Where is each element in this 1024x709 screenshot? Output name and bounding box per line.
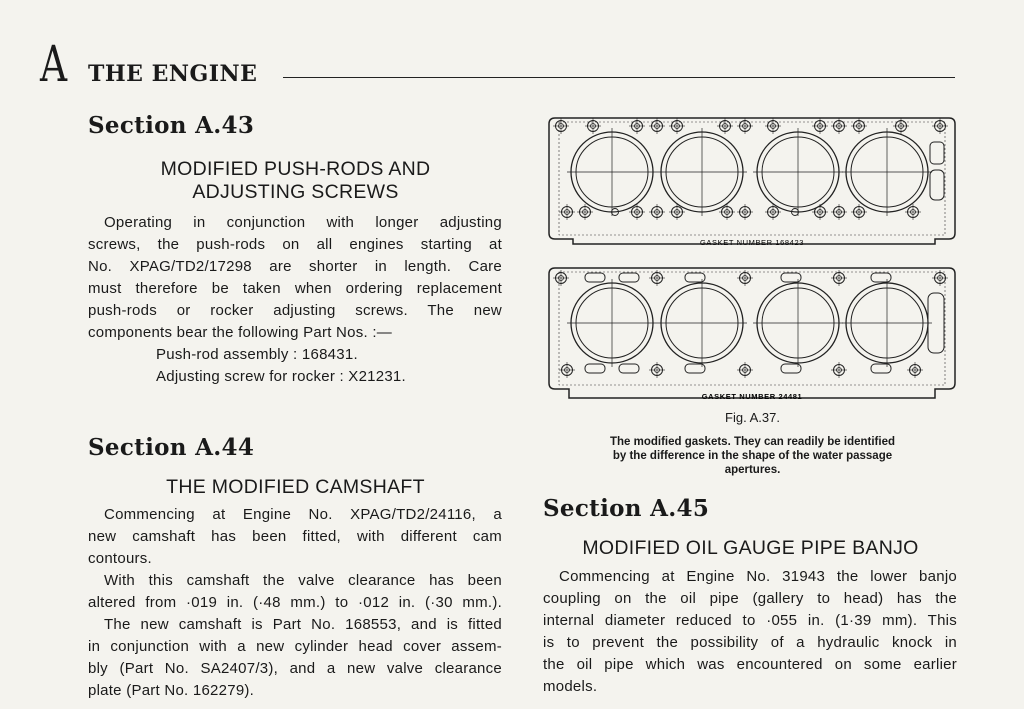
section-a45-subheading: MODIFIED OIL GAUGE PIPE BANJO xyxy=(582,537,919,559)
body-line: Commencing at Engine No. 31943 the lower banjo xyxy=(559,568,957,585)
body-line: The new camshaft is Part No. 168553, and is fitted xyxy=(104,616,502,633)
caption-line: by the difference in the shape of the water passage xyxy=(612,450,893,462)
section-a43-subheading xyxy=(88,158,503,204)
body-line: Commencing at Engine No. XPAG/TD2/24116, a xyxy=(104,506,502,523)
section-a43-body xyxy=(88,212,502,388)
body-line: contours. xyxy=(88,550,152,567)
body-line: the oil pipe which was encountered on some earlier xyxy=(543,656,957,673)
section-a44-heading: Section A.44 xyxy=(88,434,255,461)
body-line: coupling on the oil pipe (gallery to head) has the xyxy=(543,590,957,607)
figure-number: Fig. A.37. xyxy=(725,410,780,425)
body-line: components bear the following Part Nos. :— xyxy=(88,324,392,341)
body-line: new camshaft has been fitted, with different cam xyxy=(88,528,502,545)
body-line: Operating in conjunction with longer adjusting xyxy=(104,214,502,231)
body-line: bly (Part No. SA2407/3), and a new valve clearance xyxy=(88,660,502,677)
body-line: models. xyxy=(543,678,598,695)
gasket-168423-label: GASKET NUMBER 168423 xyxy=(700,238,804,247)
section-a44-subheading: THE MODIFIED CAMSHAFT xyxy=(166,476,425,498)
gasket-24481-drawing xyxy=(549,268,955,401)
section-a43-subheading-line2: ADJUSTING SCREWS xyxy=(192,181,399,203)
part-number-adjusting-screw: Adjusting screw for rocker : X21231. xyxy=(156,368,406,385)
section-a44-body xyxy=(88,504,502,702)
body-line: must therefore be taken when ordering replacement xyxy=(88,280,502,297)
section-a43-subheading-line1: MODIFIED PUSH-RODS AND xyxy=(160,158,431,180)
body-line: internal diameter reduced to ·055 in. (1·39 mm). This xyxy=(543,612,957,629)
body-line: screws, the push-rods on all engines starting at xyxy=(88,236,502,253)
caption-line: apertures. xyxy=(724,464,781,476)
chapter-title: THE ENGINE xyxy=(88,61,258,87)
figure-caption xyxy=(545,435,960,477)
body-line: push-rods or rocker adjusting screws. The new xyxy=(88,302,502,319)
section-a45-body xyxy=(543,566,957,698)
chapter-letter: A xyxy=(40,35,68,93)
body-line: No. XPAG/TD2/17298 are shorter in length. Care xyxy=(88,258,502,275)
part-number-pushrod: Push-rod assembly : 168431. xyxy=(156,346,358,363)
gasket-24481-label: GASKET NUMBER 24481 xyxy=(701,392,803,401)
gasket-figure xyxy=(545,108,960,408)
body-line: altered from ·019 in. (·48 mm.) to ·012 in. (·30 mm.). xyxy=(88,594,502,611)
body-line: plate (Part No. 162279). xyxy=(88,682,255,699)
caption-line: The modified gaskets. They can readily be identified xyxy=(609,436,896,448)
gasket-168423-drawing xyxy=(549,118,955,247)
section-a43-heading: Section A.43 xyxy=(88,112,255,139)
body-line: With this camshaft the valve clearance has been xyxy=(104,572,502,589)
body-line: is to prevent the possibility of a hydraulic knock in xyxy=(543,634,957,651)
body-line: in conjunction with a new cylinder head cover assem- xyxy=(88,638,502,655)
section-a45-heading: Section A.45 xyxy=(543,495,710,522)
chapter-rule xyxy=(283,77,955,78)
